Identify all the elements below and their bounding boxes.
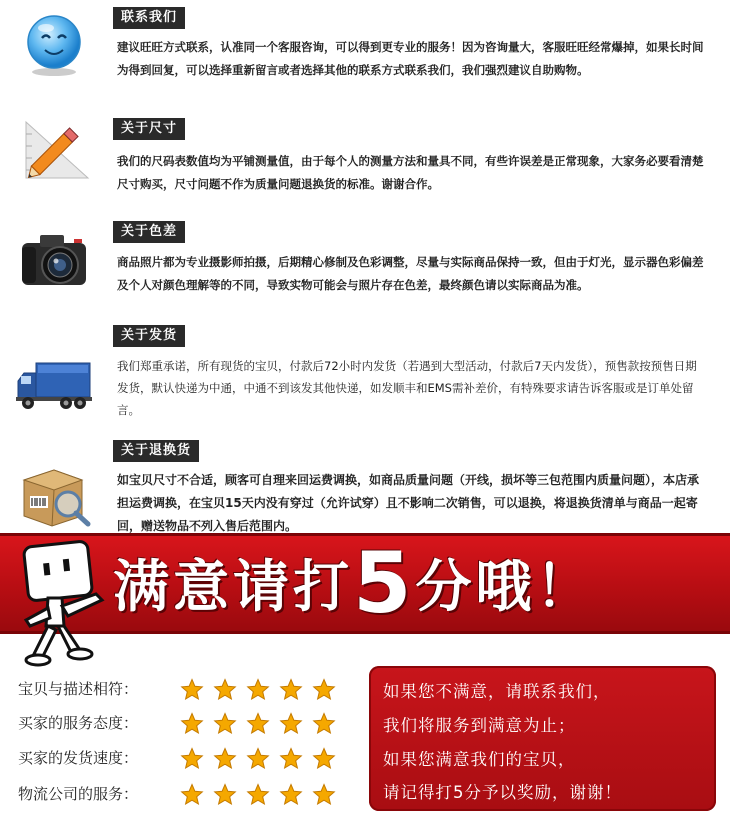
star-icon: [180, 747, 204, 771]
package-barcode-icon: [14, 460, 94, 530]
star-icon: [279, 678, 303, 702]
star-icon: [312, 783, 336, 807]
contact-heading: 联系我们: [113, 7, 185, 29]
color-section: [0, 215, 730, 315]
smiley-icon: [14, 8, 94, 78]
camera-icon: [14, 227, 94, 297]
shipping-section: [0, 325, 730, 430]
color-heading: 关于色差: [113, 221, 185, 243]
message-box: [369, 666, 716, 811]
star-group: [180, 781, 345, 807]
star-icon: [213, 712, 237, 736]
color-text: 商品照片都为专业摄影师拍摄，后期精心修制及色彩调整，尽量与实际商品保持一致，但由于灯光，显示器色彩偏差及个人对颜色理解等的不同，导致实物可能会与照片存在色差，最终颜色请以实际商品为准。: [117, 255, 704, 292]
banner-text-before: 满意请打: [113, 555, 353, 620]
rating-row-description: [18, 676, 138, 702]
banner-title: [113, 534, 596, 632]
returns-heading: 关于退换货: [113, 440, 199, 462]
returns-text: 如宝贝尺寸不合适，顾客可自理来回运费调换，如商品质量问题（开线，损坏等三包范围内质量问题），本店承担运费调换，在宝贝15天内没有穿过（允许试穿）且不影响二次销售，可以退换，将退换货清单与商品一起寄回，赠送物品不列入售后范围内。: [117, 473, 700, 533]
size-section: [0, 110, 730, 210]
shipping-text: 我们郑重承诺，所有现货的宝贝，付款后72小时内发货（若遇到大型活动，付款后7天内发货），预售款按预售日期发货，默认快递为中通，中通不到该发其他快递，如发顺丰和EMS需补差价，有特殊要求请告诉客服或是订单处留言。: [117, 359, 697, 417]
star-group: [180, 745, 345, 771]
shipping-heading: 关于发货: [113, 325, 185, 347]
rating-row-shipping-speed: [18, 745, 138, 771]
message-line-1: 如果您不满意，请联系我们，: [383, 682, 611, 701]
rating-row-service: [18, 710, 138, 736]
star-icon: [279, 747, 303, 771]
rating-label: 买家的发货速度：: [18, 749, 139, 767]
banner-text-after: 分哦！: [415, 555, 596, 620]
rating-row-logistics: [18, 781, 138, 807]
star-icon: [246, 678, 270, 702]
rating-label: 买家的服务态度：: [18, 714, 139, 732]
star-icon: [246, 747, 270, 771]
star-icon: [246, 783, 270, 807]
star-icon: [180, 678, 204, 702]
truck-icon: [14, 351, 94, 421]
contact-section: [0, 0, 730, 100]
size-heading: 关于尺寸: [113, 118, 185, 140]
star-icon: [213, 783, 237, 807]
message-line-2: 我们将服务到满意为止；: [383, 716, 576, 735]
star-icon: [213, 747, 237, 771]
rating-label: 宝贝与描述相符：: [18, 680, 139, 698]
star-icon: [246, 712, 270, 736]
star-icon: [279, 712, 303, 736]
star-icon: [213, 678, 237, 702]
message-line-4: 请记得打5分予以奖励，谢谢！: [383, 783, 622, 802]
star-icon: [312, 747, 336, 771]
star-group: [180, 710, 345, 736]
message-line-3: 如果您满意我们的宝贝，: [383, 750, 576, 769]
star-icon: [312, 678, 336, 702]
rating-label: 物流公司的服务：: [18, 785, 139, 803]
star-icon: [312, 712, 336, 736]
banner-number: 5: [353, 534, 416, 632]
size-text: 我们的尺码表数值均为平铺测量值，由于每个人的测量方法和量具不同，有些许误差是正常现象，大家务必要看清楚尺寸购买，尺寸问题不作为质量问题退换货的标准。谢谢合作。: [117, 154, 704, 191]
star-icon: [180, 783, 204, 807]
contact-text: 建议旺旺方式联系，认准同一个客服咨询，可以得到更专业的服务！因为咨询量大，客服旺旺经常爆掉，如果长时间为得到回复，可以选择重新留言或者选择其他的联系方式联系我们，我们强烈建议自助购物。: [117, 40, 704, 77]
star-icon: [180, 712, 204, 736]
mascot-icon: [6, 536, 116, 676]
star-group: [180, 676, 345, 702]
star-icon: [279, 783, 303, 807]
returns-section: [0, 440, 730, 535]
pencil-ruler-icon: [14, 116, 94, 186]
